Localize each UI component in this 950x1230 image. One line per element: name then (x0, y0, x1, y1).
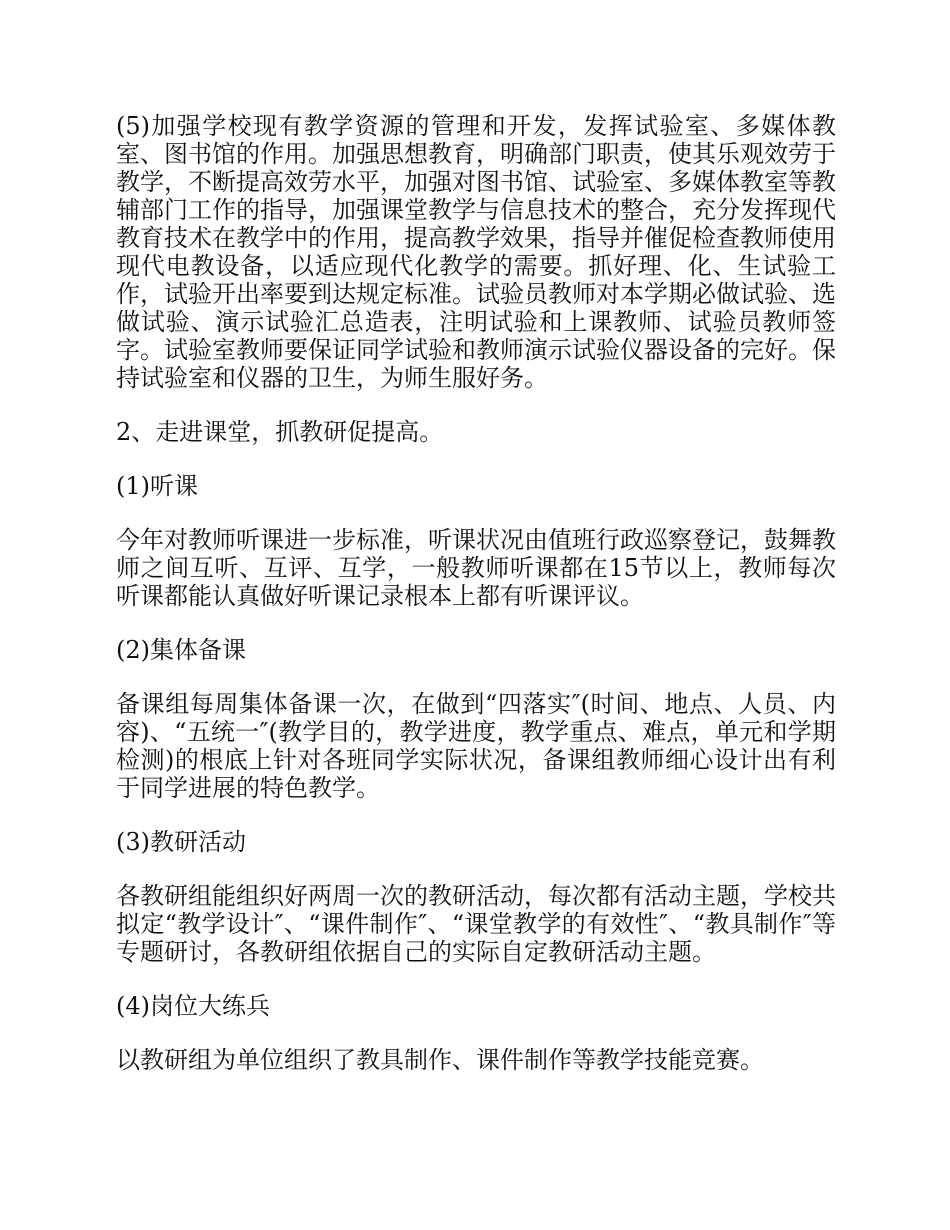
paragraph-collective-prep: 备课组每周集体备课一次，在做到“四落实″(时间、地点、人员、内容)、“五统一″(教学目的，教学进度，教学重点、难点，单元和学期检测)的根底上针对各班同学实际状况，备课组教师细心设计出有利于同学进展的特色教学。 (116, 690, 836, 802)
subheading-listening: (1)听课 (116, 472, 198, 500)
subheading-collective-prep: (2)集体备课 (116, 636, 246, 664)
paragraph-training: 以教研组为单位组织了教具制作、课件制作等教学技能竞赛。 (116, 1046, 764, 1074)
subheading-training: (4)岗位大练兵 (116, 992, 270, 1020)
paragraph-listening: 今年对教师听课进一步标准，听课状况由值班行政巡察登记，鼓舞教师之间互听、互评、互学，一般教师听课都在15节以上，教师每次听课都能认真做好听课记录根本上都有听课评议。 (116, 526, 836, 610)
paragraph-research: 各教研组能组织好两周一次的教研活动，每次都有活动主题，学校共拟定“教学设计″、“课件制作″、“课堂教学的有效性″、“教具制作″等专题研讨，各教研组依据自己的实际自定教研活动主题。 (116, 882, 836, 966)
paragraph-resources: (5)加强学校现有教学资源的管理和开发，发挥试验室、多媒体教室、图书馆的作用。加强思想教育，明确部门职责，使其乐观效劳于教学，不断提高效劳水平，加强对图书馆、试验室、多媒体教室等教辅部门工作的指导，加强课堂教学与信息技术的整合，充分发挥现代教育技术在教学中的作用，提高教学效果，指导并催促检查教师使用现代电教设备，以适应现代化教学的需要。抓好理、化、生试验工作，试验开出率要到达规定标准。试验员教师对本学期必做试验、选做试验、演示试验汇总造表，注明试验和上课教师、试验员教师签字。试验室教师要保证同学试验和教师演示试验仪器设备的完好。保持试验室和仪器的卫生，为师生服好务。 (116, 112, 836, 392)
document-page (116, 112, 836, 1100)
subheading-research: (3)教研活动 (116, 828, 246, 856)
section-heading-classroom: 2、走进课堂，抓教研促提高。 (116, 418, 444, 446)
